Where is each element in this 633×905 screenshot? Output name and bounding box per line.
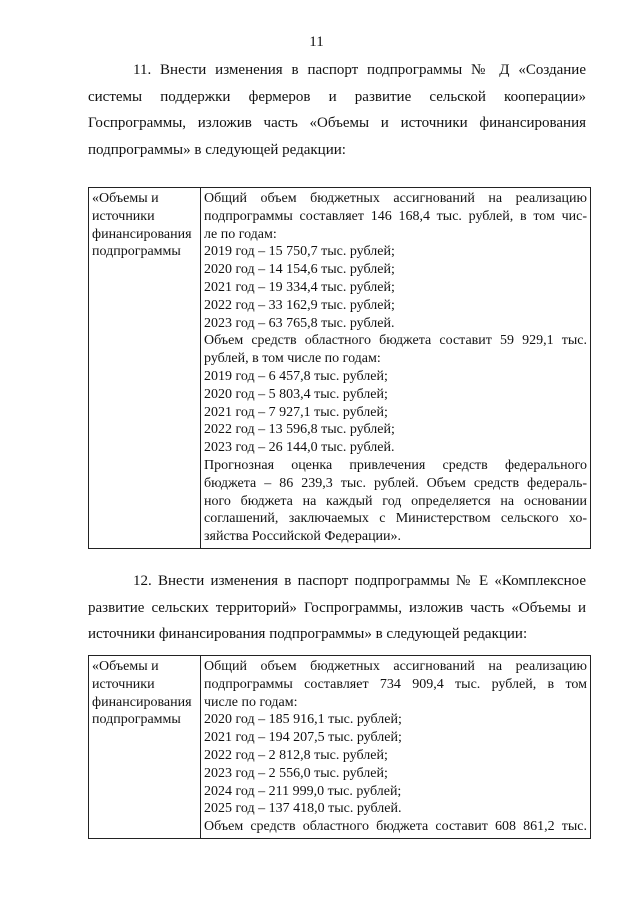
content-line: 2023 год – 63 765,8 тыс. рублей.: [204, 315, 395, 331]
content-line: 2021 год – 7 927,1 тыс. рублей;: [204, 404, 388, 420]
content-line: 2020 год – 5 803,4 тыс. рублей;: [204, 386, 388, 402]
label-line: «Объемы и: [92, 191, 159, 206]
content-line: ного бюджета на каждый год определяется на основании: [204, 493, 587, 509]
content-line: бюджета – 86 239,3 тыс. рублей. Объем средств федераль-: [204, 475, 587, 491]
content-cell: [201, 656, 591, 839]
section-12-passport-table: [88, 655, 591, 839]
content-line: 2021 год – 194 207,5 тыс. рублей;: [204, 730, 402, 746]
content-line: соглашений, заключаемых с Министерством сельского хо-: [204, 511, 587, 527]
content-line: 2023 год – 26 144,0 тыс. рублей.: [204, 440, 395, 456]
content-line: подпрограммы составляет 734 909,4 тыс. рублей, в том: [204, 676, 587, 692]
content-line: 2025 год – 137 418,0 тыс. рублей.: [204, 801, 402, 817]
label-line: «Объемы и: [92, 659, 159, 674]
paragraph-line: подпрограммы» в следующей редакции:: [88, 141, 346, 158]
content-line: 2022 год – 13 596,8 тыс. рублей;: [204, 422, 395, 438]
content-line: 2020 год – 185 916,1 тыс. рублей;: [204, 712, 402, 728]
label-line: финансирования: [92, 694, 192, 710]
content-line: подпрограммы составляет 146 168,4 тыс. рублей, в том чис-: [204, 208, 587, 224]
content-line: зяйства Российской Федерации».: [204, 529, 402, 545]
content-line: Прогнозная оценка привлечения средств федерального: [204, 457, 587, 473]
content-line: 2022 год – 2 812,8 тыс. рублей;: [204, 747, 388, 763]
content-line: 2023 год – 2 556,0 тыс. рублей;: [204, 765, 388, 781]
paragraph-line: системы поддержки фермеров и развитие сельской кооперации»: [88, 88, 586, 105]
label-line: источники: [92, 208, 155, 224]
content-line: 2024 год – 211 999,0 тыс. рублей;: [204, 783, 402, 799]
content-line: Объем средств областного бюджета составит 59 929,1 тыс.: [204, 333, 587, 349]
table-row: [89, 188, 591, 549]
section-11-passport-table: [88, 187, 591, 549]
section-12-paragraph: [88, 568, 586, 648]
content-line: Объем средств областного бюджета составит 608 861,2 тыс.: [204, 819, 587, 835]
content-line: ле по годам:: [204, 226, 277, 242]
label-line: подпрограммы: [92, 712, 181, 728]
content-line: 2020 год – 14 154,6 тыс. рублей;: [204, 262, 395, 278]
content-line: числе по годам:: [204, 694, 298, 710]
content-line: Общий объем бюджетных ассигнований на реализацию: [204, 191, 587, 206]
paragraph-line: источники финансирования подпрограммы» в следующей редакции:: [88, 626, 528, 642]
content-line: 2021 год – 19 334,4 тыс. рублей;: [204, 279, 395, 295]
page-number: 11: [309, 34, 324, 50]
paragraph-line: 11. Внести изменения в паспорт подпрограммы № Д «Создание: [133, 62, 586, 78]
content-line: рублей, в том числе по годам:: [204, 351, 381, 367]
paragraph-line: развитие сельских территорий» Госпрограммы, изложив часть «Объемы и: [88, 599, 586, 616]
label-cell: [89, 656, 201, 839]
table-row: [89, 656, 591, 839]
content-line: 2019 год – 6 457,8 тыс. рублей;: [204, 368, 388, 384]
content-line: 2019 год – 15 750,7 тыс. рублей;: [204, 244, 395, 260]
label-cell: [89, 188, 201, 549]
label-line: финансирования: [92, 226, 192, 242]
label-line: источники: [92, 676, 155, 692]
section-11-paragraph: [88, 57, 586, 163]
content-line: Общий объем бюджетных ассигнований на реализацию: [204, 659, 587, 674]
label-line: подпрограммы: [92, 244, 181, 260]
content-cell: [201, 188, 591, 549]
content-line: 2022 год – 33 162,9 тыс. рублей;: [204, 297, 395, 313]
paragraph-line: Госпрограммы, изложив часть «Объемы и источники финансирования: [88, 115, 586, 131]
paragraph-line: 12. Внести изменения в паспорт подпрограммы № Е «Комплексное: [133, 573, 586, 589]
